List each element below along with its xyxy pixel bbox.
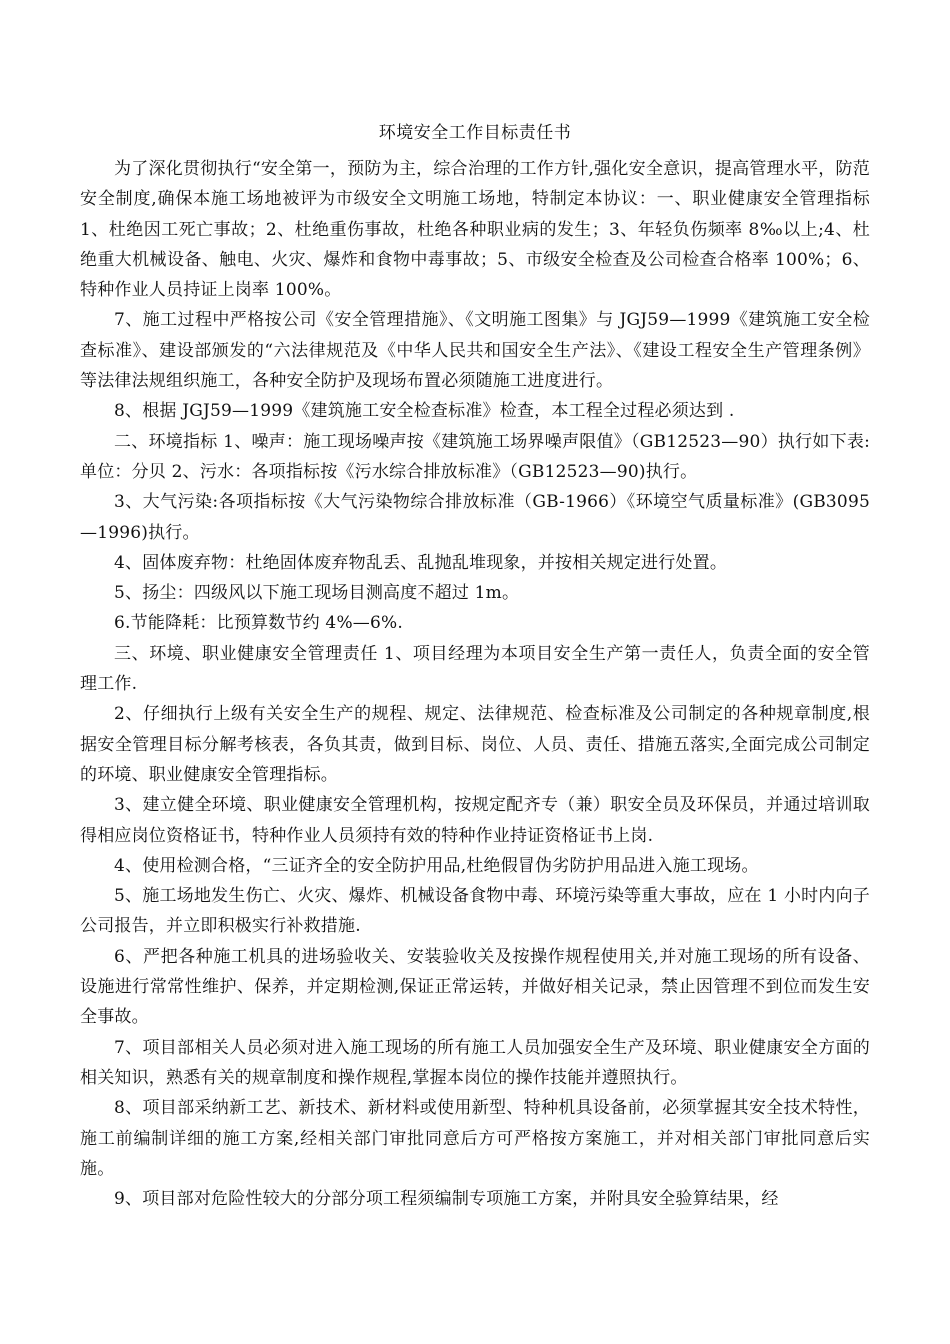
paragraph: 5、施工场地发生伤亡、火灾、爆炸、机械设备食物中毒、环境污染等重大事故，应在 1 小时内向子公司报告，并立即积极实行补救措施. bbox=[80, 886, 870, 937]
paragraph: 4、使用检测合格，“三证齐全的安全防护用品,杜绝假冒伪劣防护用品进入施工现场。 bbox=[114, 855, 759, 876]
paragraph: 4、固体废弃物：杜绝固体废弃物乱丢、乱抛乱堆现象，并按相关规定进行处置。 bbox=[114, 552, 728, 573]
paragraph: 8、项目部采纳新工艺、新技术、新材料或使用新型、特种机具设备前，必须掌握其安全技术特性，施工前编制详细的施工方案,经相关部门审批同意后方可严格按方案施工，并对相关部门审批同意后实施。 bbox=[80, 1098, 870, 1179]
paragraph: 3、大气污染:各项指标按《大气污染物综合排放标准（GB-1966）《环境空气质量标准》(GB3095—1996)执行。 bbox=[80, 492, 870, 543]
document-page bbox=[80, 118, 870, 1214]
paragraph: 2、仔细执行上级有关安全生产的规程、规定、法律规范、检查标准及公司制定的各种规章制度,根据安全管理目标分解考核表，各负其责，做到目标、岗位、人员、责任、措施五落实,全面完成公司制定的环境、职业健康安全管理指标。 bbox=[80, 704, 870, 785]
paragraph: 3、建立健全环境、职业健康安全管理机构，按规定配齐专（兼）职安全员及环保员，并通过培训取得相应岗位资格证书，特种作业人员须持有效的特种作业持证资格证书上岗. bbox=[80, 795, 870, 846]
paragraph: 6.节能降耗：比预算数节约 4%—6%. bbox=[114, 613, 403, 634]
paragraph: 6、严把各种施工机具的进场验收关、安装验收关及按操作规程使用关,并对施工现场的所有设备、设施进行常常性维护、保养，并定期检测,保证正常运转，并做好相关记录，禁止因管理不到位而发生安全事故。 bbox=[80, 946, 870, 1028]
document-title: 环境安全工作目标责任书 bbox=[378, 123, 572, 143]
paragraph: 8、根据 JGJ59—1999《建筑施工安全检查标准》检查，本工程全过程必须达到 . bbox=[114, 401, 735, 422]
paragraph: 5、扬尘：四级风以下施工现场目测高度不超过 1m。 bbox=[114, 583, 520, 604]
paragraph: 7、施工过程中严格按公司《安全管理措施》、《文明施工图集》与 JGJ59—1999《建筑施工安全检查标准》、建设部颁发的“六法律规范及《中华人民共和国安全生产法》、《建设工程安全生产管理条例》等法律法规组织施工，各种安全防护及现场布置必须随施工进度进行。 bbox=[80, 310, 870, 392]
paragraph: 7、项目部相关人员必须对进入施工现场的所有施工人员加强安全生产及环境、职业健康安全方面的相关知识，熟悉有关的规章制度和操作规程,掌握本岗位的操作技能并遵照执行。 bbox=[80, 1037, 870, 1088]
document-body bbox=[80, 154, 870, 1214]
paragraph: 9、项目部对危险性较大的分部分项工程须编制专项施工方案，并附具安全验算结果，经 bbox=[114, 1189, 779, 1210]
paragraph: 二、环境指标 1、噪声：施工现场噪声按《建筑施工场界噪声限值》（GB12523—90）执行如下表:单位：分贝 2、污水：各项指标按《污水综合排放标准》（GB12523—90)执行。 bbox=[80, 431, 870, 482]
paragraph: 三、环境、职业健康安全管理责任 1、项目经理为本项目安全生产第一责任人，负责全面的安全管理工作. bbox=[80, 643, 870, 695]
paragraph: 为了深化贯彻执行“安全第一，预防为主，综合治理的工作方针,强化安全意识，提高管理水平，防范安全制度,确保本施工场地被评为市级安全文明施工场地，特制定本协议：一、职业健康安全管理指标 1、杜绝因工死亡事故；2、杜绝重伤事故，杜绝各种职业病的发生；3、年轻负伤频率 8‰以上;4、杜绝重大机械设备、触电、火灾、爆炸和食物中毒事故；5、市级安全检查及公司检查合格率 100%；6、特种作业人员持证上岗率 100%。 bbox=[80, 159, 870, 301]
